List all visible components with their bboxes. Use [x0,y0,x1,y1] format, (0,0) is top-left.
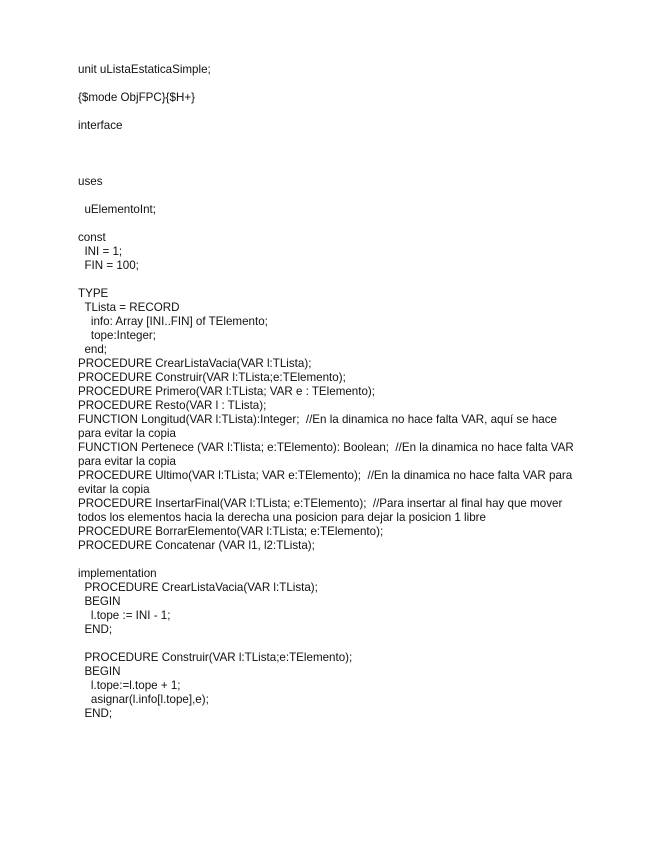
code-line: PROCEDURE Concatenar (VAR l1, l2:TLista); [78,539,315,552]
code-line: implementation [78,567,157,580]
blank-line [78,161,578,175]
blank-line [78,273,578,287]
code-line: BEGIN [78,665,121,678]
code-line: TYPE [78,287,109,300]
code-line: interface [78,119,123,132]
code-line: asignar(l.info[l.tope],e); [78,693,209,706]
code-line: PROCEDURE Ultimo(VAR l:TLista; VAR e:TElemento); //En la dinamica no hace falta VAR para evitar la copia [78,469,576,496]
code-line: end; [78,343,108,356]
blank-line [78,553,578,567]
code-line: l.tope := INI - 1; [78,609,171,622]
blank-line [78,133,578,147]
code-line: PROCEDURE Construir(VAR l:TLista;e:TElemento); [78,371,346,384]
code-listing [78,63,578,721]
code-line: {$mode ObjFPC}{$H+} [78,91,195,104]
blank-line [78,105,578,119]
code-line: uElementoInt; [78,203,156,216]
code-line: PROCEDURE CrearListaVacia(VAR l:TLista); [78,581,318,594]
code-line: unit uListaEstaticaSimple; [78,63,211,76]
blank-line [78,217,578,231]
code-line: INI = 1; [78,245,123,258]
code-line: END; [78,623,113,636]
blank-line [78,637,578,651]
code-line: PROCEDURE BorrarElemento(VAR l:TLista; e:TElemento); [78,525,384,538]
code-line: const [78,231,106,244]
code-line: l.tope:=l.tope + 1; [78,679,181,692]
code-line: BEGIN [78,595,121,608]
code-line: PROCEDURE InsertarFinal(VAR l:TLista; e:TElemento); //Para insertar al final hay que mover todos los elementos hacia la derecha una posicion para dejar la posicion 1 libre [78,497,566,524]
code-line: FIN = 100; [78,259,139,272]
blank-line [78,77,578,91]
code-line: FUNCTION Longitud(VAR l:TLista):Integer; //En la dinamica no hace falta VAR, aquí se hace para evitar la copia [78,413,561,440]
code-line: FUNCTION Pertenece (VAR l:Tlista; e:TElemento): Boolean; //En la dinamica no hace falta VAR para evitar la copia [78,441,577,468]
blank-line [78,189,578,203]
code-line: info: Array [INI..FIN] of TElemento; [78,315,268,328]
code-line: uses [78,175,103,188]
code-line: PROCEDURE Resto(VAR l : TLista); [78,399,267,412]
code-line: PROCEDURE CrearListaVacia(VAR l:TLista); [78,357,312,370]
blank-line [78,147,578,161]
code-line: tope:Integer; [78,329,156,342]
code-line: TLista = RECORD [78,301,180,314]
code-line: PROCEDURE Primero(VAR l:TLista; VAR e : TElemento); [78,385,375,398]
code-line: END; [78,707,113,720]
code-line: PROCEDURE Construir(VAR l:TLista;e:TElemento); [78,651,353,664]
